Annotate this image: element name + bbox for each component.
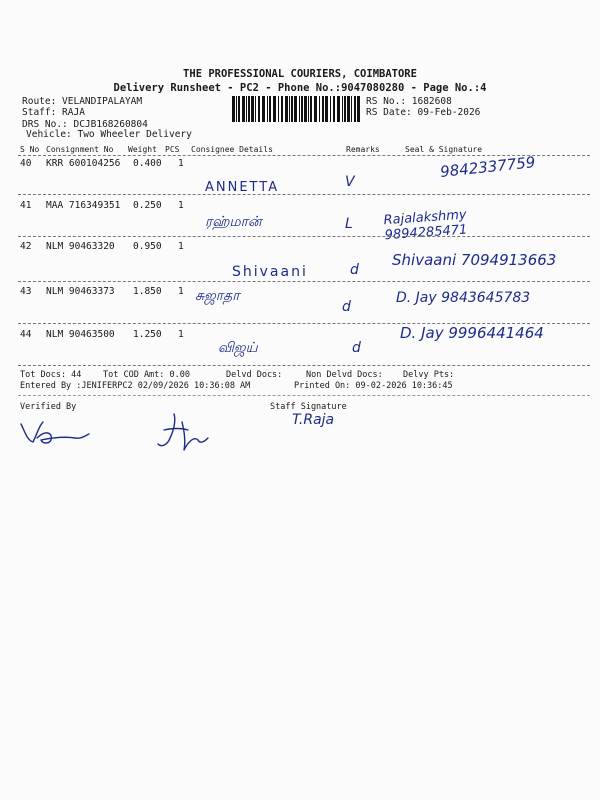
- delivered-docs: Delvd Docs:: [226, 370, 283, 380]
- barcode-bar: [291, 96, 293, 122]
- barcode-bar: [278, 96, 279, 122]
- barcode-bar: [330, 96, 331, 122]
- row-weight: 0.400: [133, 158, 162, 169]
- staff-signature-handwritten: T.Raja: [292, 412, 335, 428]
- row-divider: [18, 281, 590, 282]
- barcode-bar: [258, 96, 260, 122]
- seal-signature: Shivaani 7094913663: [392, 251, 557, 269]
- verifier-signature-2: [148, 408, 218, 460]
- verifier-signature-1: [15, 414, 95, 450]
- rs-number: RS No.: 1682608: [366, 96, 452, 107]
- seal-signature: D. Jay 9843645783: [396, 290, 531, 306]
- row-weight: 1.850: [133, 286, 162, 297]
- col-remarks: Remarks: [346, 145, 380, 154]
- footer-divider: [18, 395, 590, 396]
- consignee-handwritten: சுஜாதா: [195, 288, 240, 304]
- entered-by: Entered By :JENIFERPC2 02/09/2026 10:36:08 AM: [20, 381, 251, 391]
- barcode-bar: [354, 96, 356, 122]
- row-sno: 40: [20, 158, 32, 169]
- delivery-points: Delvy Pts:: [403, 370, 455, 380]
- row-consignment: NLM 90463500: [46, 329, 115, 340]
- barcode-bar: [236, 96, 237, 122]
- row-weight: 0.950: [133, 241, 162, 252]
- col-consignee: Consignee Details: [191, 145, 273, 154]
- barcode-bar: [281, 96, 283, 122]
- barcode-bar: [294, 96, 297, 122]
- seal-signature: Rajalakshmy 9894285471: [383, 207, 468, 244]
- barcode-bar: [232, 96, 235, 122]
- barcode-bar: [319, 96, 320, 122]
- row-pcs: 1: [178, 241, 184, 252]
- row-divider: [18, 236, 590, 237]
- barcode-bar: [322, 96, 324, 122]
- consignee-handwritten: விஜய்: [218, 340, 258, 356]
- barcode-bar: [344, 96, 346, 122]
- barcode-bar: [308, 96, 309, 122]
- row-pcs: 1: [178, 286, 184, 297]
- row-consignment: NLM 90463373: [46, 286, 115, 297]
- remark-mark: d: [342, 299, 351, 315]
- row-consignment: KRR 600104256: [46, 158, 121, 169]
- row-consignment: MAA 716349351: [46, 200, 121, 211]
- verified-by-label: Verified By: [20, 402, 77, 412]
- barcode-bar: [347, 96, 350, 122]
- row-sno: 41: [20, 200, 32, 211]
- barcode-bar: [304, 96, 307, 122]
- staff-label: Staff: RAJA: [22, 107, 85, 118]
- barcode-bar: [262, 96, 265, 122]
- remark-mark: d: [350, 262, 359, 278]
- row-pcs: 1: [178, 200, 184, 211]
- barcode-bar: [273, 96, 276, 122]
- barcode-bar: [342, 96, 343, 122]
- row-weight: 0.250: [133, 200, 162, 211]
- row-sno: 44: [20, 329, 32, 340]
- remark-mark: d: [352, 340, 361, 356]
- barcode-bar: [299, 96, 300, 122]
- barcode-bar: [246, 96, 247, 122]
- seal-signature: D. Jay 9996441464: [400, 324, 544, 342]
- drs-number: DRS No.: DCJB168260804: [22, 119, 148, 130]
- barcode: [230, 96, 362, 122]
- seal-signature: 9842337759: [439, 153, 537, 181]
- consignee-handwritten: ரஹ்மான்: [205, 214, 262, 230]
- barcode-bar: [255, 96, 256, 122]
- consignee-handwritten: ANNETTA: [205, 180, 280, 195]
- barcode-bar: [310, 96, 312, 122]
- barcode-bar: [238, 96, 240, 122]
- barcode-bar: [285, 96, 288, 122]
- barcode-bar: [337, 96, 340, 122]
- row-sno: 42: [20, 241, 32, 252]
- consignee-handwritten: Shivaani: [232, 264, 308, 280]
- col-sno: S No: [20, 145, 40, 154]
- barcode-bar: [251, 96, 254, 122]
- row-pcs: 1: [178, 329, 184, 340]
- row-weight: 1.250: [133, 329, 162, 340]
- col-weight: Weight: [128, 145, 157, 154]
- staff-signature-label: Staff Signature: [270, 402, 347, 412]
- non-delivered-docs: Non Delvd Docs:: [306, 370, 383, 380]
- barcode-bar: [269, 96, 271, 122]
- barcode-bar: [301, 96, 303, 122]
- runsheet-subtitle: Delivery Runsheet - PC2 - Phone No.:9047080280 - Page No.:4: [113, 82, 487, 94]
- barcode-bar: [267, 96, 268, 122]
- col-pcs: PCS: [165, 145, 180, 154]
- barcode-bar: [314, 96, 317, 122]
- col-seal: Seal & Signature: [405, 145, 483, 154]
- remark-mark: L: [345, 216, 353, 232]
- route-label: Route: VELANDIPALAYAM: [22, 96, 143, 107]
- barcode-bar: [357, 96, 360, 122]
- row-sno: 43: [20, 286, 32, 297]
- rs-date: RS Date: 09-Feb-2026: [366, 107, 481, 118]
- barcode-bar: [325, 96, 328, 122]
- remark-mark: V: [345, 174, 355, 190]
- row-divider: [18, 365, 590, 366]
- vehicle-label: Vehicle: Two Wheeler Delivery: [26, 129, 192, 140]
- row-consignment: NLM 90463320: [46, 241, 115, 252]
- company-title: THE PROFESSIONAL COURIERS, COIMBATORE: [183, 68, 417, 80]
- row-divider: [18, 194, 590, 195]
- barcode-bar: [333, 96, 335, 122]
- barcode-bar: [351, 96, 352, 122]
- row-pcs: 1: [178, 158, 184, 169]
- col-consignment: Consignment No: [46, 145, 114, 154]
- barcode-bar: [248, 96, 250, 122]
- total-docs: Tot Docs: 44: [20, 370, 82, 380]
- barcode-bar: [242, 96, 245, 122]
- printed-on: Printed On: 09-02-2026 10:36:45: [294, 381, 453, 391]
- total-cod-amount: Tot COD Amt: 0.00: [103, 370, 190, 380]
- barcode-bar: [289, 96, 290, 122]
